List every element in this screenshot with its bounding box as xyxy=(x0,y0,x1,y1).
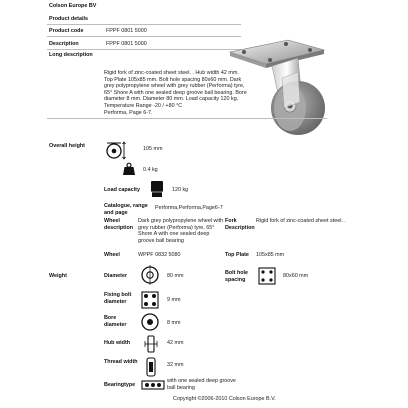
catalogue-value: Performa,Performa,Page6-7 xyxy=(155,205,223,211)
weight-label: Weight xyxy=(49,273,67,279)
bore-label: Bore diameter xyxy=(104,315,127,328)
top-plate-value: 105x85 mm xyxy=(256,252,285,258)
bolt-hole-icon xyxy=(258,267,276,285)
description-value: FPPF 0801 5000 xyxy=(106,41,147,47)
divider xyxy=(47,36,241,37)
thread-width-icon xyxy=(144,356,158,378)
fork-description-label: Fork Description xyxy=(225,218,255,231)
wheel-label: Wheel xyxy=(104,252,120,258)
bore-value: 8 mm xyxy=(167,320,181,326)
copyright: Copyright ©2006-2010 Colson Europe B.V. xyxy=(173,396,276,402)
wheel-description-label: Wheel description xyxy=(104,218,134,231)
catalogue-label: Catalogue, range and page xyxy=(104,203,148,216)
product-details-heading: Product details xyxy=(49,16,88,22)
description-label: Description xyxy=(49,41,79,47)
wheel-diameter-icon xyxy=(140,264,160,286)
bearing-icon xyxy=(141,379,165,391)
fork-description-value: Rigid fork of zinc-coated sheet steel. . xyxy=(256,218,346,224)
overall-height-label: Overall height xyxy=(49,143,85,149)
wheel-description-value: Dark grey polypropylene wheel with grey rubber (Performa) tyre, 65° Shore A with one sealed deep groove ball bearing xyxy=(138,218,224,244)
bearing-value: with one sealed deep groove ball bearing xyxy=(167,378,236,391)
performa-note: Performa, Page 6-7. xyxy=(104,110,153,116)
fixing-bolt-label: Fixing bolt diameter xyxy=(104,292,132,305)
product-code-label: Product code xyxy=(49,28,84,34)
divider xyxy=(47,49,241,50)
weight-icon xyxy=(122,162,136,176)
bolt-hole-value: 80x60 mm xyxy=(283,273,309,279)
thread-width-value: 32 mm xyxy=(167,362,184,368)
diameter-value: 80 mm xyxy=(167,273,184,279)
hub-width-value: 42 mm xyxy=(167,340,184,346)
bearing-label: Bearingtype xyxy=(104,382,136,388)
divider xyxy=(47,24,241,25)
fixing-bolt-icon xyxy=(140,290,160,310)
divider xyxy=(47,118,327,119)
load-capacity-value: 120 kg xyxy=(172,187,189,193)
height-icon xyxy=(103,139,127,161)
hub-width-label: Hub width xyxy=(104,340,131,346)
diameter-label: Diameter xyxy=(104,273,128,279)
wheel-value: WPPF 0832 5080 xyxy=(138,252,181,258)
long-description-text: Rigid fork of zinc-coated sheet steel. . Hub width 42 mm. Top Plate 105x85 mm. Bolt hole spacing 80x60 mm. Dark grey polypropylene wheel with grey rubber (Performa) tyre, 65° Shore A with one sealed deep groove ball bearing. Bore diameter 8 mm. Diameter 80 mm. Load capacity 120 kg. Temperature Range -20 / +80 °C xyxy=(104,70,247,109)
overall-height-value: 105 mm xyxy=(143,146,163,152)
thread-width-label: Thread width xyxy=(104,359,138,365)
hub-width-icon xyxy=(144,333,158,355)
load-capacity-label: Load capacity xyxy=(104,187,140,193)
fixing-bolt-value: 9 mm xyxy=(167,297,181,303)
long-description-label: Long description xyxy=(49,52,93,58)
bore-icon xyxy=(140,312,160,332)
bolt-hole-label: Bolt hole spacing xyxy=(225,270,249,283)
load-capacity-icon xyxy=(149,180,165,198)
product-code-value: FPPF 0801 5000 xyxy=(106,28,147,34)
company-name: Colson Europe BV xyxy=(49,3,97,9)
top-plate-label: Top Plate xyxy=(225,252,249,258)
weight-value: 0.4 kg xyxy=(143,167,158,173)
